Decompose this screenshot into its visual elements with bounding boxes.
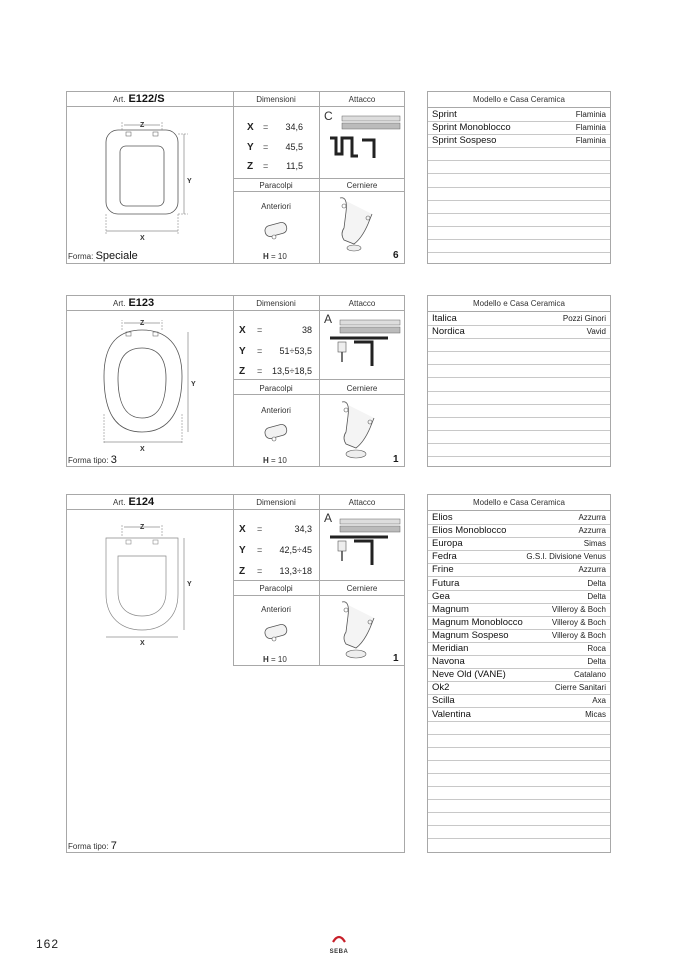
model-name: Magnum [432,603,469,615]
divider [66,106,405,107]
model-row [428,642,610,656]
brand-name: Azzurra [578,526,606,536]
model-name: Nordica [432,326,465,338]
model-row [428,325,610,339]
seat-drawing [96,518,206,648]
logo-icon [324,932,354,944]
attacco-header: Attacco [348,299,376,308]
z-label: Z [140,122,145,129]
paracolpi-header: Paracolpi [259,181,293,190]
model-row [428,134,610,148]
model-row [428,590,610,604]
model-row [428,213,610,227]
model-name: Gea [432,590,450,602]
bumper-icon [262,220,292,242]
model-row [428,708,610,722]
seba-logo: SEBA [324,931,354,951]
brand-name: Flaminia [575,136,606,146]
model-name: Fedra [432,551,457,563]
model-row [428,681,610,695]
seat-opening [118,348,166,418]
model-row [428,160,610,174]
model-row [428,430,610,444]
article-code: Art. E122/S [113,93,165,105]
attacco-type: C [324,109,333,123]
model-row [428,721,610,735]
paracolpi-header: Paracolpi [259,384,293,393]
brand-name: Azzurra [578,513,606,522]
y-label: Y [187,581,192,588]
brand-name: Vavid [586,327,606,337]
page-number: 162 [36,937,60,951]
model-row [428,511,610,525]
model-row [428,404,610,418]
paracolpi-header: Paracolpi [259,584,293,593]
x-label: X [140,446,145,453]
dimensioni-header: Dimensioni [256,498,296,507]
seat-drawing [96,314,206,454]
model-row [428,799,610,813]
model-name: Frine [432,564,454,576]
model-name: Sprint Monoblocco [432,122,511,134]
seat-outline [104,330,182,432]
model-name: Futura [432,577,460,589]
seat-drawing [96,116,206,246]
brand-name: Villeroy & Boch [551,630,606,640]
model-row [428,364,610,378]
cerniere-header: Cerniere [346,181,378,190]
model-row [428,563,610,577]
brand-name: Cierre Sanitari [554,683,606,693]
model-name: Neve Old (VANE) [432,669,506,681]
anteriori-label: Anteriori [261,605,291,614]
brand-name: Villeroy & Boch [551,604,606,614]
attacco-drawing [328,515,404,569]
model-row [428,239,610,253]
brand-name: Delta [587,657,606,667]
models-header: Modello e Casa Ceramica [472,299,566,308]
model-row [428,616,610,630]
attacco-drawing [328,112,404,164]
models-table [427,494,611,853]
brand-name: Simas [583,539,606,549]
model-row [428,338,610,352]
y-label: Y [187,178,192,185]
model-row [428,312,610,326]
model-name: Ok2 [432,682,450,694]
brand-name: Axa [592,696,606,706]
models-header: Modello e Casa Ceramica [472,498,566,507]
model-row [428,786,610,800]
model-row [428,187,610,201]
forma-label: Forma: Speciale [68,250,138,262]
model-row [428,629,610,643]
seat-opening [118,556,166,616]
forma-label: Forma tipo: 7 [68,840,117,852]
model-name: Magnum Monoblocco [432,616,523,628]
model-name: Magnum Sospeso [432,629,509,641]
model-row [428,108,610,122]
model-row [428,747,610,761]
model-row [428,734,610,748]
brand-name: Micas [585,709,606,719]
model-row [428,378,610,392]
model-row [428,200,610,214]
model-row [428,760,610,774]
brand-name: Villeroy & Boch [551,617,606,627]
brand-name: Flaminia [575,110,606,119]
anteriori-label: Anteriori [261,202,291,211]
models-list [428,312,610,466]
bumper-icon [262,622,292,644]
cerniere-number: 6 [393,250,399,261]
attacco-type: A [324,511,333,525]
model-row [428,825,610,839]
model-row [428,812,610,826]
brand-name: G.S.I. Divisione Venus [526,552,606,562]
model-row [428,417,610,431]
hinge-icon [328,194,380,256]
model-name: Sprint [432,109,457,120]
cerniere-number: 1 [393,653,399,664]
brand-name: Delta [587,578,606,588]
attacco-header: Attacco [348,95,376,104]
cerniere-number: 1 [393,454,399,465]
model-row [428,773,610,787]
brand-name: Roca [587,644,606,653]
model-row [428,391,610,405]
model-name: Elios Monoblocco [432,525,507,537]
model-name: Valentina [432,708,471,720]
model-row [428,655,610,669]
attacco-drawing [328,316,404,370]
model-row [428,694,610,708]
model-row [428,443,610,457]
models-table [427,91,611,264]
divider [233,191,405,192]
models-header: Modello e Casa Ceramica [472,95,566,104]
h-value: H = 10 [263,655,287,664]
z-label: Z [140,320,145,327]
seat-outline [106,130,178,214]
article-code: Art. E123 [113,297,155,309]
model-row [428,174,610,188]
models-table [427,295,611,467]
models-list [428,108,610,263]
model-row [428,121,610,135]
model-name: Scilla [432,695,455,707]
models-list [428,511,610,852]
article-code: Art. E124 [113,496,155,508]
brand-name: Catalano [573,670,606,680]
model-name: Italica [432,313,457,324]
model-name: Meridian [432,643,469,654]
model-row [428,351,610,365]
anteriori-label: Anteriori [261,406,291,415]
hinge-icon [330,598,382,662]
model-name: Europa [432,538,463,550]
attacco-header: Attacco [348,498,376,507]
divider [233,178,405,179]
model-row [428,577,610,591]
model-row [428,537,610,551]
model-row [428,524,610,538]
dimensioni-header: Dimensioni [256,299,296,308]
model-name: Navona [432,656,465,668]
model-name: Elios [432,512,453,523]
h-value: H = 10 [263,456,287,465]
cerniere-header: Cerniere [346,584,378,593]
attacco-type: A [324,312,333,326]
x-label: X [140,640,145,647]
model-name: Sprint Sospeso [432,135,497,147]
brand-name: Flaminia [575,123,606,133]
brand-name: Pozzi Ginori [562,314,606,323]
bumper-icon [262,422,292,444]
z-label: Z [140,524,145,531]
forma-label: Forma tipo: 3 [68,454,117,466]
model-row [428,550,610,564]
brand-name: Azzurra [578,565,606,575]
brand-name: Delta [587,591,606,601]
cerniere-header: Cerniere [346,384,378,393]
dimensioni-header: Dimensioni [256,95,296,104]
h-value: H = 10 [263,252,287,261]
model-row [428,226,610,240]
seat-opening [120,146,164,206]
model-row [428,668,610,682]
y-label: Y [191,381,196,388]
x-label: X [140,235,145,242]
model-row [428,147,610,161]
hinge-icon [330,398,382,462]
model-row [428,603,610,617]
